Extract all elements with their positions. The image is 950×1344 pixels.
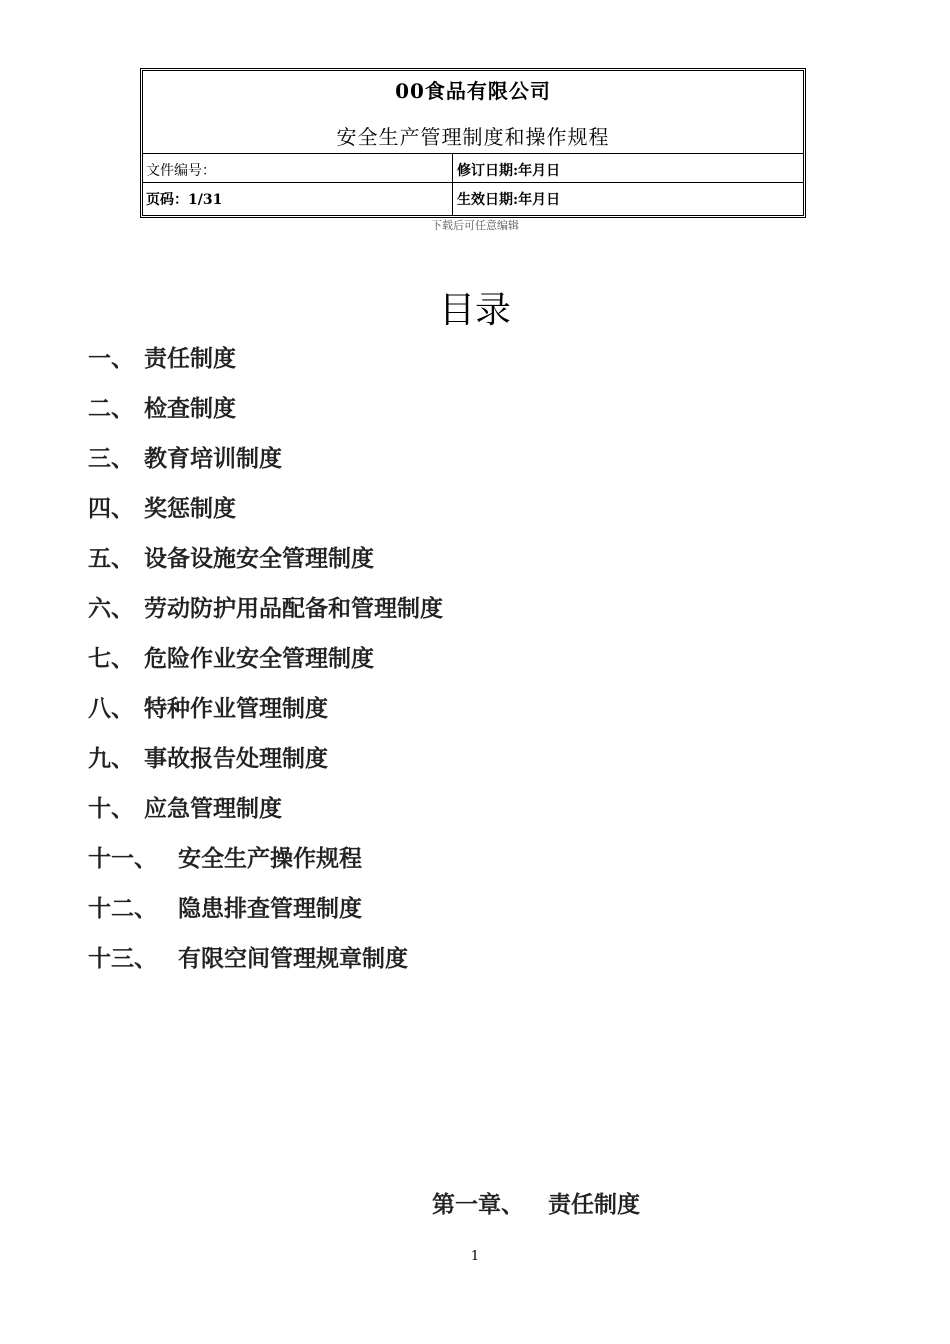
toc-item-text: 责任制度 <box>144 346 236 372</box>
revision-date: 修订日期:年月日 <box>457 163 561 179</box>
toc-title: 目录 <box>438 290 511 331</box>
toc-item <box>88 590 443 624</box>
toc-item-number: 四、 <box>88 496 134 522</box>
chapter-title: 责任制度 <box>548 1192 640 1218</box>
toc-item <box>88 640 374 674</box>
toc-item <box>88 790 282 824</box>
document-title: 安全生产管理制度和操作规程 <box>336 125 610 149</box>
toc-item <box>88 440 282 474</box>
toc-item-number: 十二、 <box>88 896 157 922</box>
toc-item-number: 二、 <box>88 396 134 422</box>
toc-item-number: 一、 <box>88 346 134 372</box>
toc-item-text: 检查制度 <box>144 396 236 422</box>
toc-item-text: 教育培训制度 <box>144 446 282 472</box>
page-number: 1 <box>470 1249 480 1264</box>
toc-item <box>88 540 374 574</box>
watermark-text: 下载后可任意编辑 <box>431 219 519 232</box>
toc-item-text: 有限空间管理规章制度 <box>178 946 408 972</box>
toc-item <box>88 890 362 924</box>
toc-item-number: 十、 <box>88 796 134 822</box>
toc-item <box>88 390 236 424</box>
toc-item-number: 十三、 <box>88 946 157 972</box>
toc-item-text: 劳动防护用品配备和管理制度 <box>144 596 443 622</box>
toc-item-text: 危险作业安全管理制度 <box>144 646 374 672</box>
toc-item-text: 隐患排查管理制度 <box>178 896 362 922</box>
toc-item <box>88 490 236 524</box>
toc-item-number: 三、 <box>88 446 134 472</box>
company-name: 00食品有限公司 <box>395 79 551 103</box>
header-row-1 <box>143 154 803 183</box>
toc-item-number: 十一、 <box>88 846 157 872</box>
effective-date: 生效日期:年月日 <box>457 192 561 208</box>
toc-item-number: 九、 <box>88 746 134 772</box>
toc-item-number: 七、 <box>88 646 134 672</box>
toc-item <box>88 840 362 874</box>
toc-item-number: 五、 <box>88 546 134 572</box>
toc-item-text: 安全生产操作规程 <box>178 846 362 872</box>
toc-item-text: 事故报告处理制度 <box>144 746 328 772</box>
toc-item-text: 应急管理制度 <box>144 796 282 822</box>
toc-item-text: 设备设施安全管理制度 <box>144 546 374 572</box>
chapter-heading <box>432 1186 640 1219</box>
chapter-number: 第一章、 <box>432 1192 524 1218</box>
toc-item-text: 奖惩制度 <box>144 496 236 522</box>
toc-item-number: 六、 <box>88 596 134 622</box>
header-title-cell <box>143 71 803 154</box>
toc-item <box>88 690 328 724</box>
toc-item <box>88 940 408 974</box>
toc-item-number: 八、 <box>88 696 134 722</box>
document-header-table <box>140 68 806 218</box>
toc-item <box>88 340 236 374</box>
page-label: 页码：1/31 <box>143 183 453 215</box>
toc-item-text: 特种作业管理制度 <box>144 696 328 722</box>
toc-item <box>88 740 328 774</box>
file-number-label: 文件编号： <box>143 154 453 182</box>
header-row-2 <box>143 183 803 215</box>
